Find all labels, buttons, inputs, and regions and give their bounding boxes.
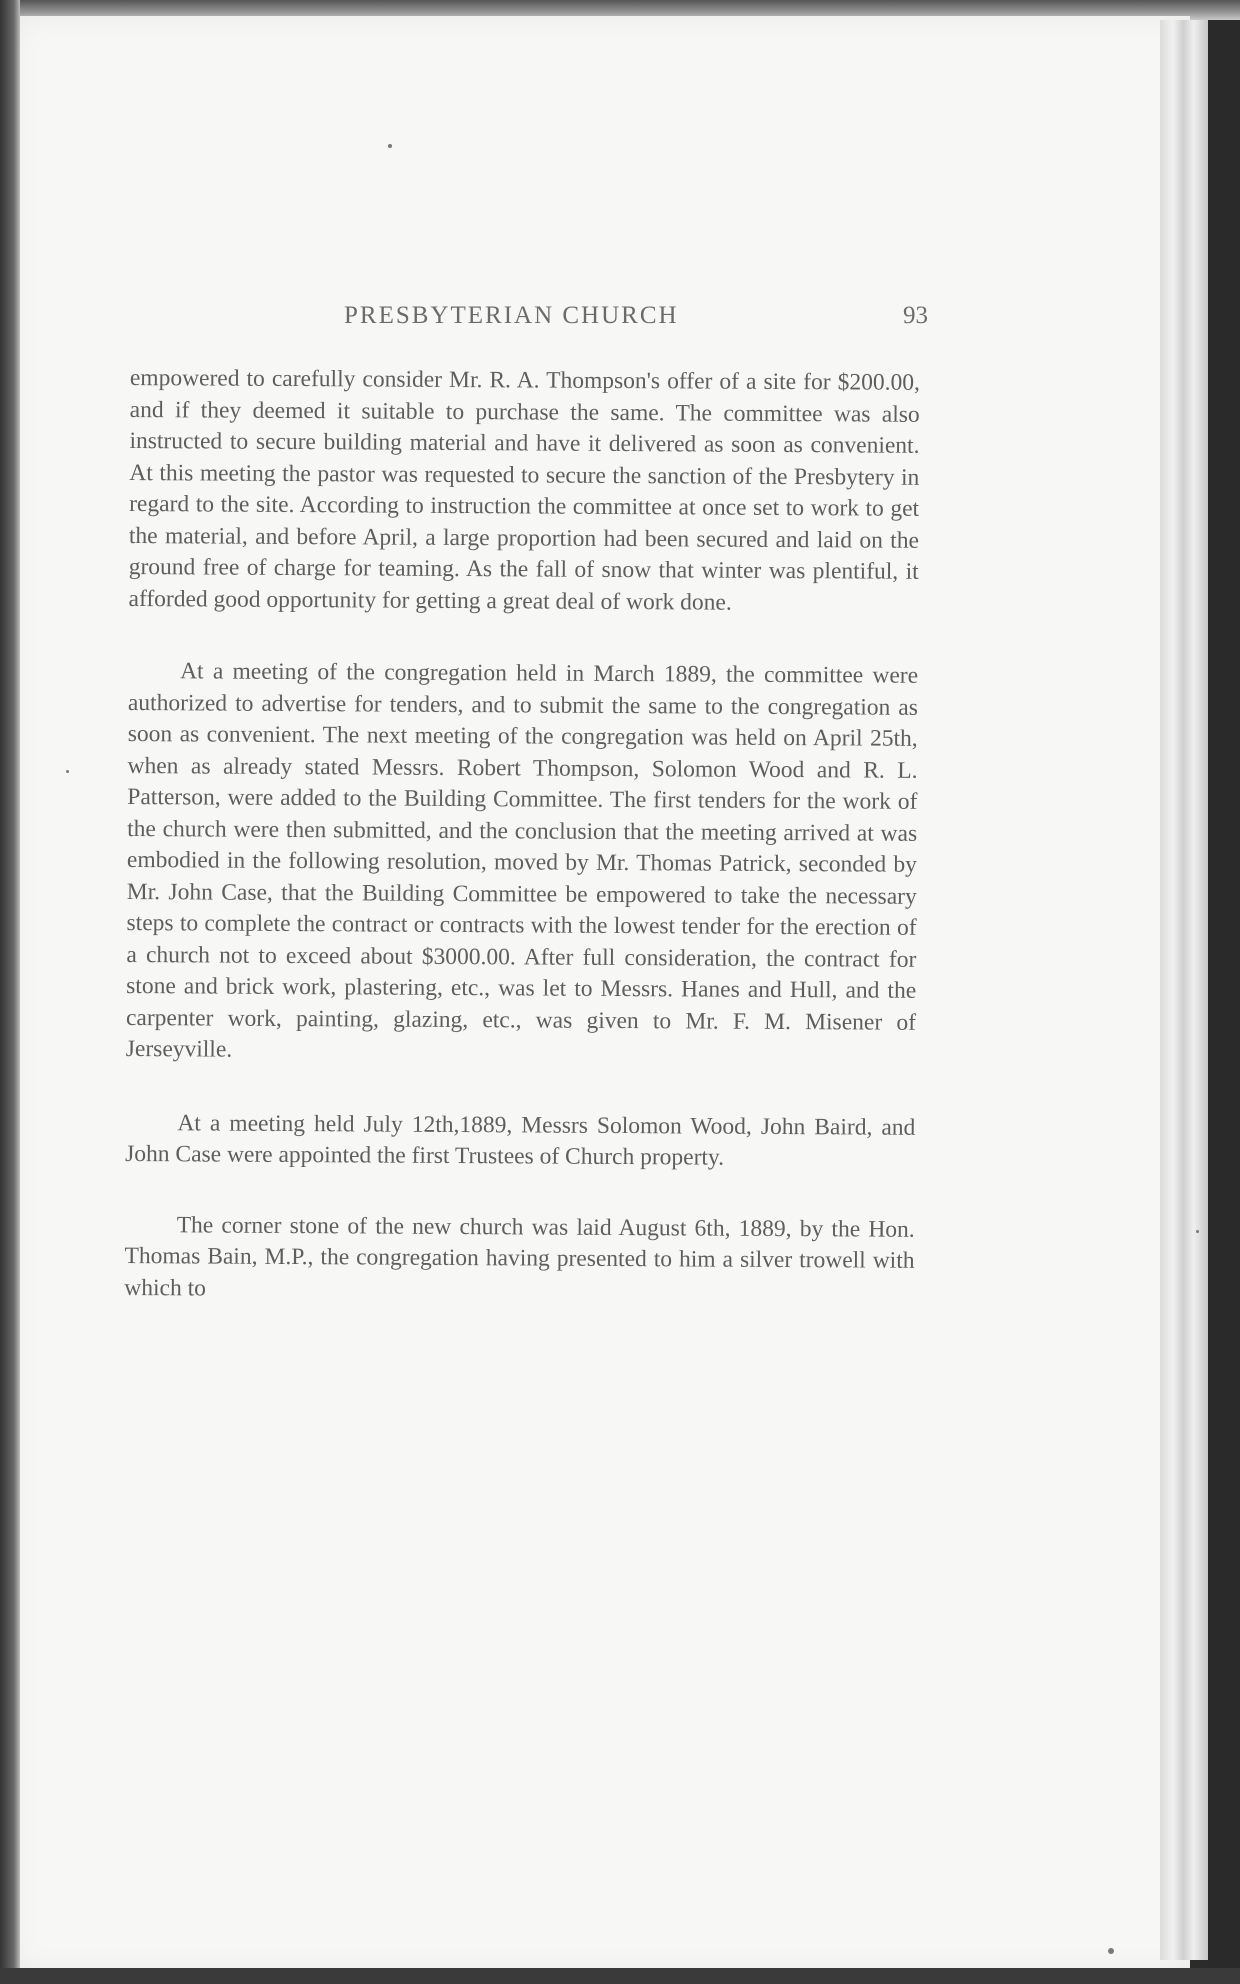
body-text [124, 363, 920, 1309]
scan-bottom-edge [0, 1968, 1240, 1984]
page-number: 93 [903, 302, 928, 329]
paragraph: empowered to carefully consider Mr. R. A. Thompson's offer of a site for $200.00, and if they deemed it suitable to purchase the same. The committee was also instructed to secure building material and have it delivered as soon as convenient. At this meeting the pastor was requested to secure the sanction of the Presbytery in regard to the site. According to instruction the committee at once set to work to get the material, and before April, a large proportion had been secured and laid on the ground free of charge for teaming. As the fall of snow that winter was plentiful, it afforded good opportunity for getting a great deal of work done. [128, 364, 920, 616]
paragraph: At a meeting held July 12th,1889, Messrs Solomon Wood, John Baird, and John Case were appointed the first Trustees of Church property. [125, 1109, 916, 1171]
running-head: PRESBYTERIAN CHURCH [344, 302, 679, 329]
paragraph: The corner stone of the new church was laid August 6th, 1889, by the Hon. Thomas Bain, M.P., the congregation having presented to him a silver trowell with which to [124, 1211, 915, 1301]
paragraph: At a meeting of the congregation held in March 1889, the committee were authorized to advertise for tenders, and to submit the same to the congregation as soon as convenient. The next meeting of the congregation was held on April 25th, when as already stated Messrs. Robert Thompson, Solomon Wood and R. L. Patterson, were added to the Building Committee. The first tenders for the work of the church were then submitted, and the conclusion that the meeting arrived at was embodied in the following resolution, moved by Mr. Thomas Patrick, seconded by Mr. John Case, that the Building Committee be empowered to take the necessary steps to complete the contract or contracts with the lowest tender for the erection of a church not to exceed about $3000.00. After full consideration, the contract for stone and brick work, plastering, etc., was let to Messrs. Hanes and Hull, and the carpenter work, painting, glazing, etc., was given to Mr. F. M. Misener of Jerseyville. [125, 658, 919, 1063]
dust-speck [66, 770, 69, 773]
page-stack-edge [1160, 20, 1212, 1960]
dust-speck [1108, 1948, 1114, 1954]
dust-speck [388, 144, 392, 148]
scan-right-edge [1208, 20, 1240, 1984]
dust-speck [1196, 1230, 1199, 1233]
scan-left-edge [0, 0, 20, 1984]
page-header [138, 302, 928, 342]
